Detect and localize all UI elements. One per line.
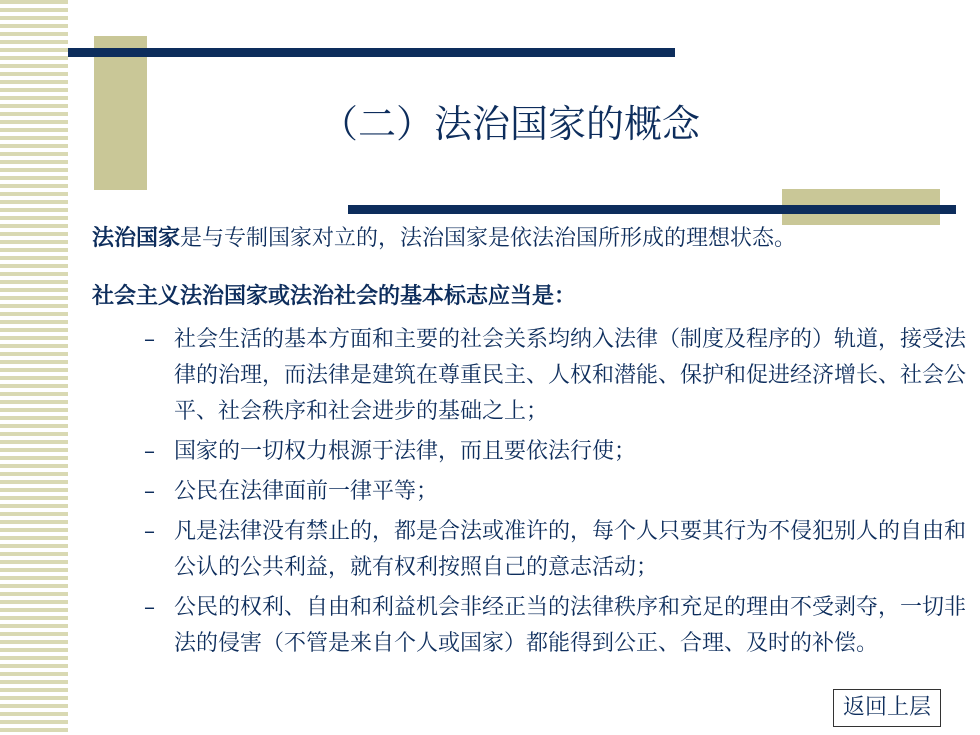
bullet-list bbox=[144, 322, 974, 666]
list-item bbox=[144, 590, 974, 662]
list-item bbox=[144, 322, 974, 430]
bullet-text: 公民在法律面前一律平等； bbox=[174, 479, 439, 504]
back-to-parent-button[interactable]: 返回上层 bbox=[833, 689, 941, 727]
left-stripe-decoration bbox=[0, 0, 68, 735]
bullet-text: 凡是法律没有禁止的，都是合法或准许的，每个人只要其行为不侵犯别人的自由和公认的公共利益，就有权利按照自己的意志活动； bbox=[174, 519, 967, 580]
bullet-text: 国家的一切权力根源于法律，而且要依法行使； bbox=[174, 439, 637, 464]
top-navy-bar bbox=[68, 48, 675, 57]
bullet-text: 公民的权利、自由和利益机会非经正当的法律秩序和充足的理由不受剥夺，一切非法的侵害（不管是来自个人或国家）都能得到公正、合理、及时的补偿。 bbox=[174, 595, 967, 656]
slide-title: （二）法治国家的概念 bbox=[320, 102, 701, 146]
bullet-marker: – bbox=[144, 327, 155, 352]
list-item bbox=[144, 514, 974, 586]
middle-navy-bar bbox=[348, 205, 956, 214]
bullet-marker: – bbox=[144, 479, 155, 504]
bullet-marker: – bbox=[144, 595, 155, 620]
intro-term: 法治国家 bbox=[92, 225, 181, 251]
olive-accent-block-left bbox=[94, 36, 147, 190]
list-item bbox=[144, 434, 974, 470]
list-item bbox=[144, 474, 974, 510]
bullet-text: 社会生活的基本方面和主要的社会关系均纳入法律（制度及程序的）轨道，接受法律的治理，而法律是建筑在尊重民主、人权和潜能、保护和促进经济增长、社会公平、社会秩序和社会进步的基础之上； bbox=[174, 327, 967, 424]
intro-text: 是与专制国家对立的，法治国家是依法治国所形成的理想状态。 bbox=[180, 226, 797, 251]
subheading: 社会主义法治国家或法治社会的基本标志应当是： bbox=[92, 283, 577, 309]
intro-paragraph bbox=[92, 222, 796, 255]
bullet-marker: – bbox=[144, 439, 155, 464]
bullet-marker: – bbox=[144, 519, 155, 544]
